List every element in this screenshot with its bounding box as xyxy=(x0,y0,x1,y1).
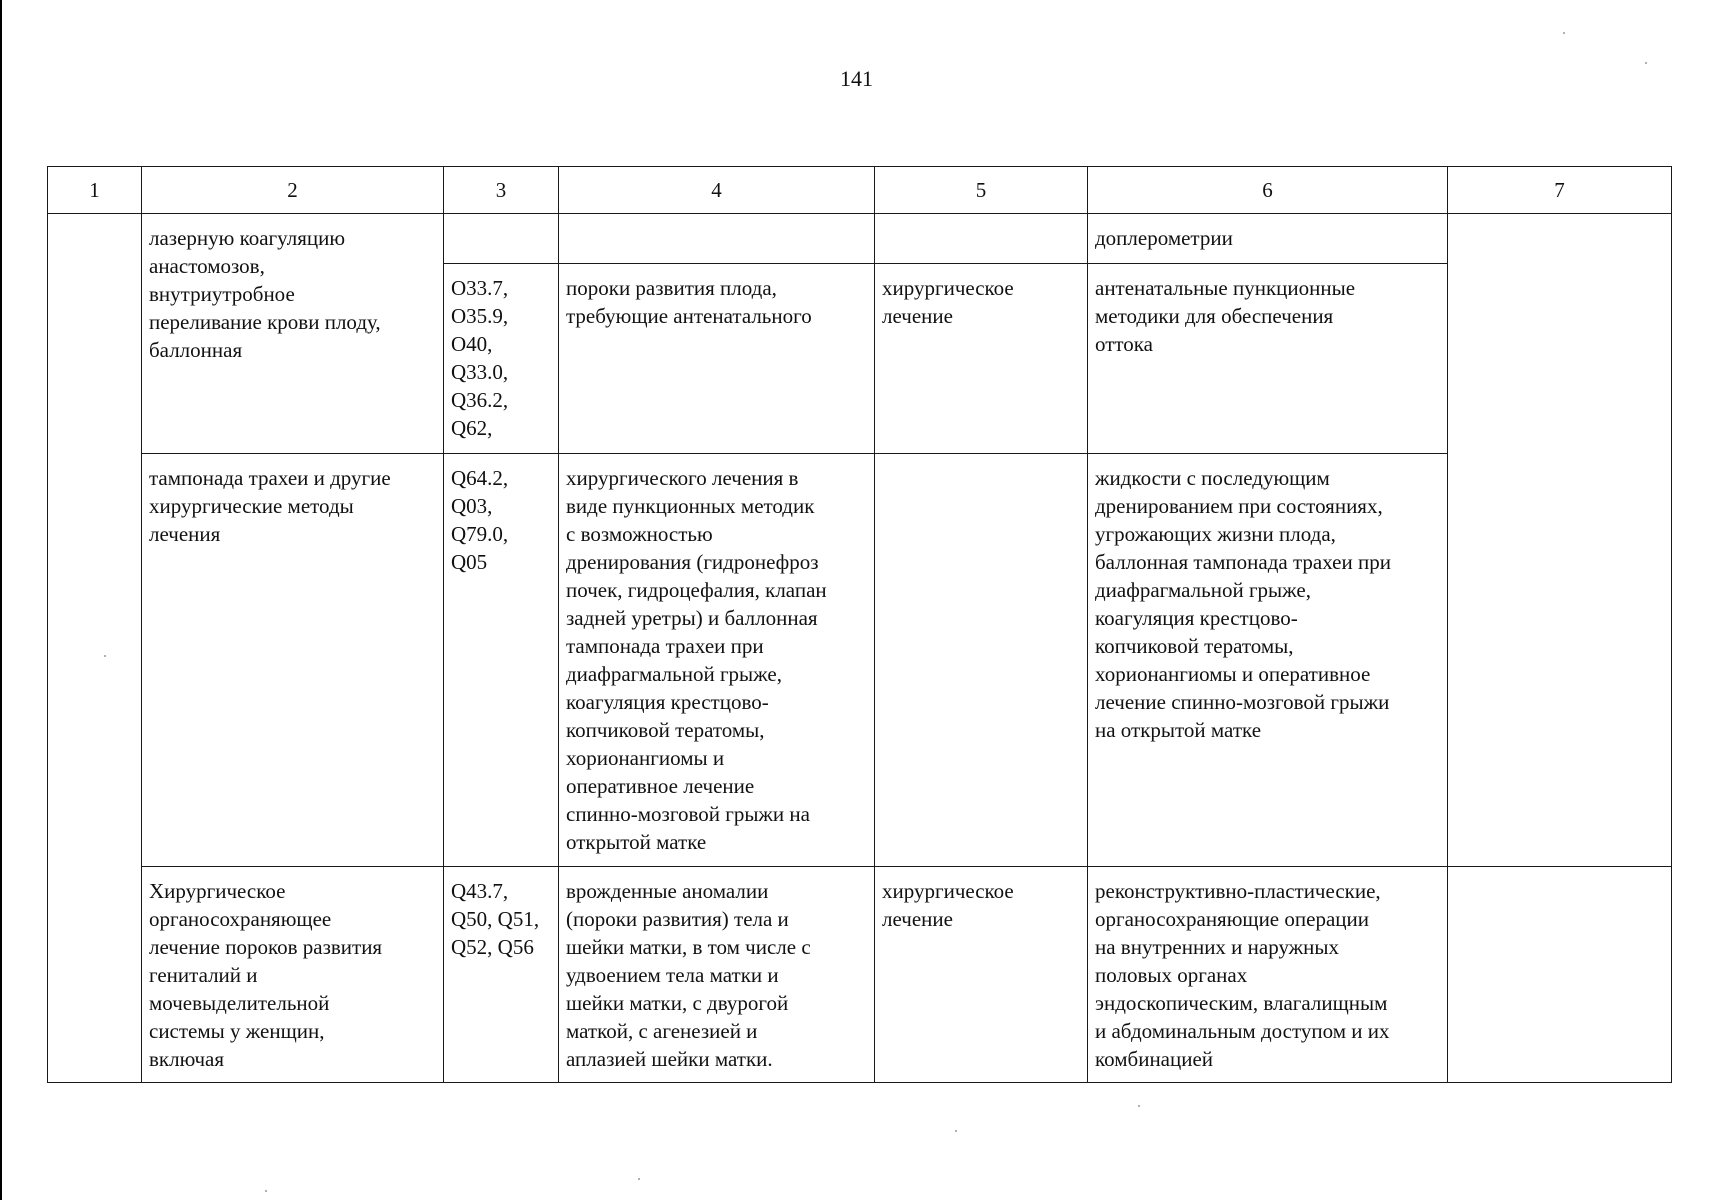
cell-treatment-type: хирургическое лечение xyxy=(875,867,1088,1083)
cell-treatment-type xyxy=(875,214,1088,264)
cell-codes: O33.7, O35.9, O40, Q33.0, Q36.2, Q62, xyxy=(444,264,559,454)
cell-col-1 xyxy=(48,214,142,1083)
scan-speck xyxy=(638,1178,640,1180)
header-col-5: 5 xyxy=(875,167,1088,214)
header-col-3: 3 xyxy=(444,167,559,214)
cell-diagnosis-group: тампонада трахеи и другие хирургические методы лечения xyxy=(142,454,444,867)
page-number: 141 xyxy=(840,66,873,91)
table-row xyxy=(48,454,1672,867)
header-col-6: 6 xyxy=(1088,167,1448,214)
cell-col-7 xyxy=(1448,867,1672,1083)
header-col-2: 2 xyxy=(142,167,444,214)
header-col-7: 7 xyxy=(1448,167,1672,214)
cell-method: реконструктивно-пластические, органосохраняющие операции на внутренних и наружных половых органах эндоскопическим, влагалищным и абдоминальным доступом и их комбинацией xyxy=(1088,867,1448,1083)
header-col-1: 1 xyxy=(48,167,142,214)
scan-speck xyxy=(265,1190,267,1192)
cell-model: хирургического лечения в виде пункционных методик с возможностью дренирования (гидронефроз почек, гидроцефалия, клапан задней уретры) и баллонная тампонада трахеи при диафрагмальной грыже, коагуляция крестцово- копчиковой тератомы, хорионангиомы и оперативное лечение спинно-мозговой грыжи на открытой матке xyxy=(559,454,875,867)
cell-model: врожденные аномалии (пороки развития) тела и шейки матки, в том числе с удвоением тела матки и шейки матки, с двурогой маткой, с агенезией и аплазией шейки матки. xyxy=(559,867,875,1083)
cell-codes xyxy=(444,214,559,264)
scan-speck xyxy=(1563,32,1565,34)
cell-codes: Q64.2, Q03, Q79.0, Q05 xyxy=(444,454,559,867)
cell-method: жидкости с последующим дренированием при состояниях, угрожающих жизни плода, баллонная тампонада трахеи при диафрагмальной грыже, коагуляция крестцово- копчиковой тератомы, хорионангиомы и оперативное лечение спинно-мозговой грыжи на открытой матке xyxy=(1088,454,1448,867)
scan-speck xyxy=(1138,1105,1140,1107)
table-row xyxy=(48,867,1672,1083)
cell-method: доплерометрии xyxy=(1088,214,1448,264)
cell-diagnosis-group: Хирургическое органосохраняющее лечение пороков развития гениталий и мочевыделительной системы у женщин, включая xyxy=(142,867,444,1083)
scan-left-edge xyxy=(0,0,2,1200)
header-col-4: 4 xyxy=(559,167,875,214)
table-row xyxy=(48,214,1672,264)
header-row xyxy=(48,167,1672,214)
scan-speck xyxy=(104,655,106,657)
cell-col-7 xyxy=(1448,214,1672,867)
scan-speck xyxy=(955,1130,957,1132)
cell-diagnosis-group: лазерную коагуляцию анастомозов, внутриутробное переливание крови плоду, баллонная xyxy=(142,214,444,454)
cell-treatment-type: хирургическое лечение xyxy=(875,264,1088,454)
cell-model xyxy=(559,214,875,264)
procedures-table xyxy=(47,166,1672,1083)
cell-codes: Q43.7, Q50, Q51, Q52, Q56 xyxy=(444,867,559,1083)
cell-model: пороки развития плода, требующие антенатального xyxy=(559,264,875,454)
cell-method: антенатальные пункционные методики для обеспечения оттока xyxy=(1088,264,1448,454)
scan-speck xyxy=(1645,62,1647,64)
cell-treatment-type xyxy=(875,454,1088,867)
